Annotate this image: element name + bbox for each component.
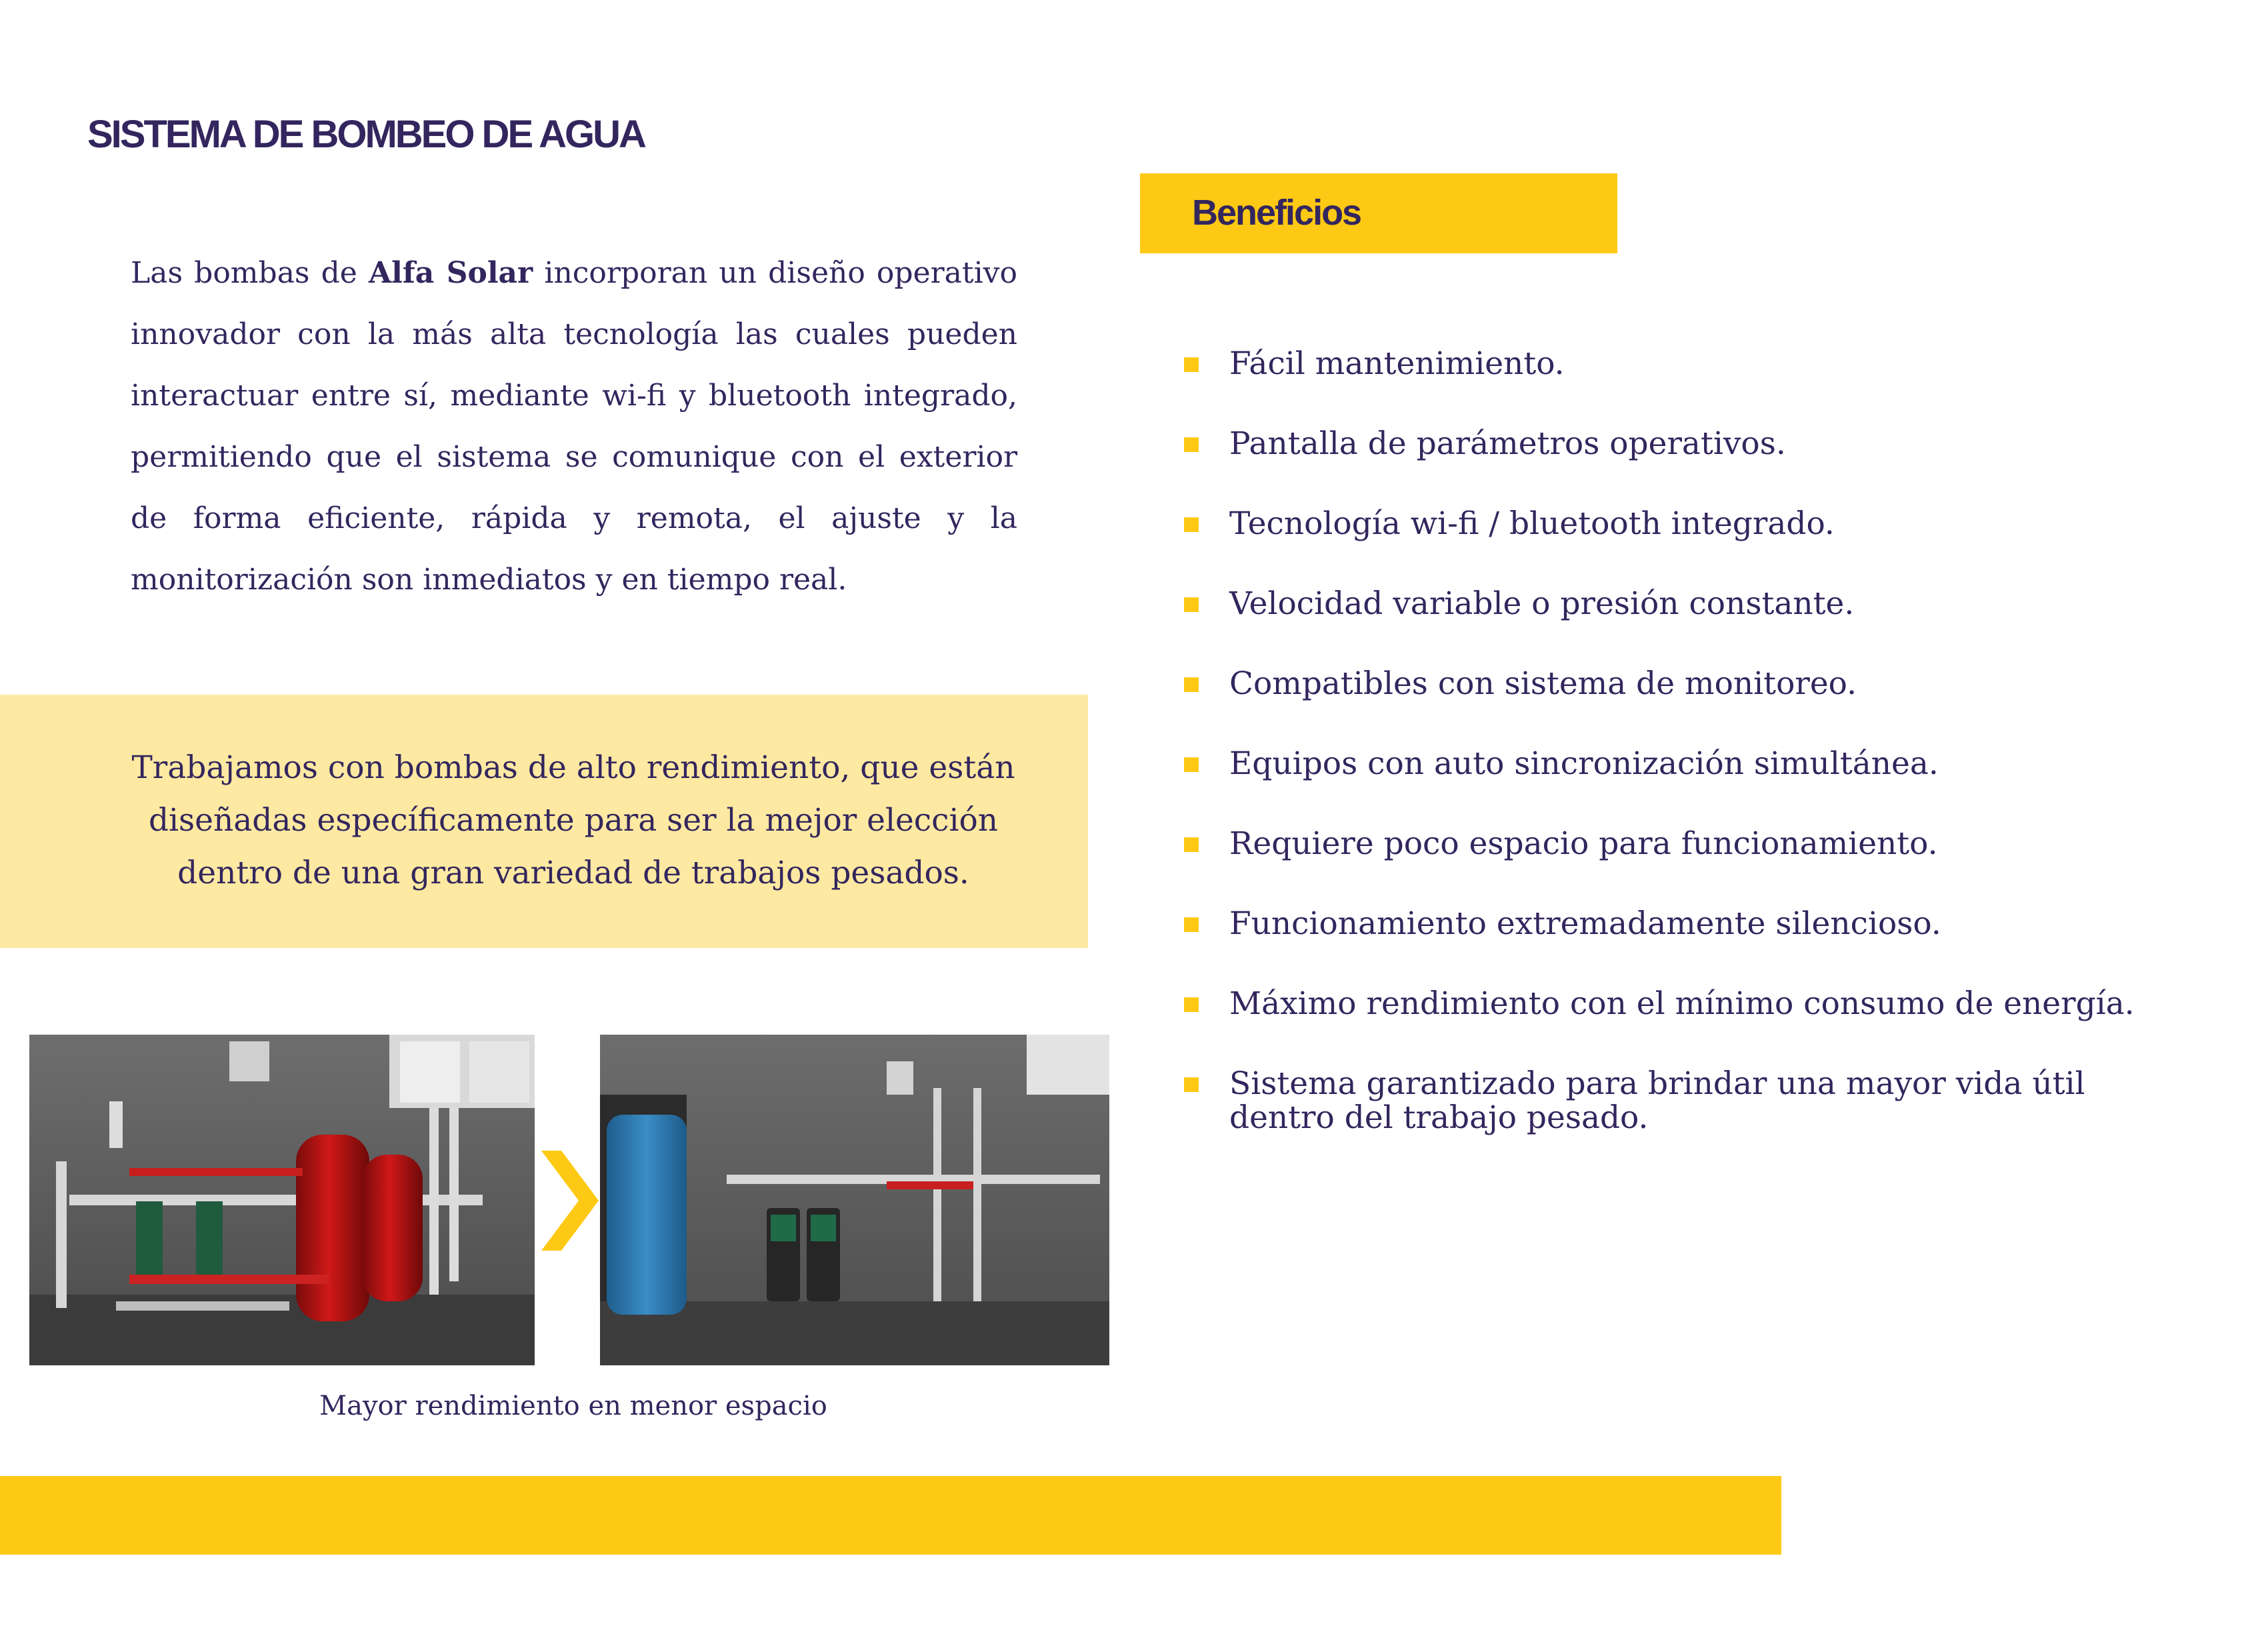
- intro-paragraph: [131, 243, 1017, 611]
- bullet-square-icon: [1184, 437, 1199, 452]
- list-item: Requiere poco espacio para funcionamiento.: [1184, 827, 2224, 861]
- image-caption: Mayor rendimiento en menor espacio: [319, 1391, 827, 1421]
- bullet-square-icon: [1184, 597, 1199, 612]
- bullet-square-icon: [1184, 677, 1199, 692]
- bullet-square-icon: [1184, 357, 1199, 372]
- list-item: Velocidad variable o presión constante.: [1184, 587, 2224, 621]
- list-item: Máximo rendimiento con el mínimo consumo de energía.: [1184, 987, 2224, 1021]
- list-item: Funcionamiento extremadamente silencioso.: [1184, 907, 2224, 941]
- page-title: SISTEMA DE BOMBEO DE AGUA: [87, 113, 645, 156]
- bullet-square-icon: [1184, 837, 1199, 852]
- intro-suffix: incorporan un diseño operativo innovador con la más alta tecnología las cuales pueden interactuar entre sí, mediante wi-fi y bluetooth integrado, permitiendo que el sistema se comunique con el exterior de forma eficiente, rápida y remota, el ajuste y la monitorización son inmediatos y en tiempo real.: [131, 256, 1017, 597]
- brand-name: Alfa Solar: [368, 256, 533, 290]
- footer-bar: [0, 1476, 1781, 1555]
- list-item: Compatibles con sistema de monitoreo.: [1184, 667, 2224, 701]
- list-item: Pantalla de parámetros operativos.: [1184, 427, 2224, 461]
- chevron-right-icon: [541, 1151, 599, 1251]
- bullet-square-icon: [1184, 917, 1199, 932]
- bullet-square-icon: [1184, 517, 1199, 532]
- highlight-box: [0, 695, 1088, 948]
- list-item: Tecnología wi-fi / bluetooth integrado.: [1184, 507, 2224, 541]
- bullet-square-icon: [1184, 997, 1199, 1012]
- highlight-text: Trabajamos con bombas de alto rendimiento, que están diseñadas específicamente para ser la mejor elección dentro de una gran variedad de trabajos pesados.: [131, 749, 1015, 891]
- bullet-square-icon: [1184, 1077, 1199, 1092]
- compact-pumping-system-photo: [600, 1035, 1109, 1365]
- list-item: Fácil mantenimiento.: [1184, 347, 2224, 381]
- benefits-header: [1140, 173, 1617, 253]
- benefits-title: Beneficios: [1192, 193, 1361, 233]
- intro-prefix: Las bombas de: [131, 256, 369, 290]
- bullet-square-icon: [1184, 757, 1199, 772]
- list-item: Equipos con auto sincronización simultánea.: [1184, 747, 2224, 781]
- traditional-pumping-system-photo: [29, 1035, 535, 1365]
- list-item: Sistema garantizado para brindar una mayor vida útil dentro del trabajo pesado.: [1184, 1067, 2224, 1135]
